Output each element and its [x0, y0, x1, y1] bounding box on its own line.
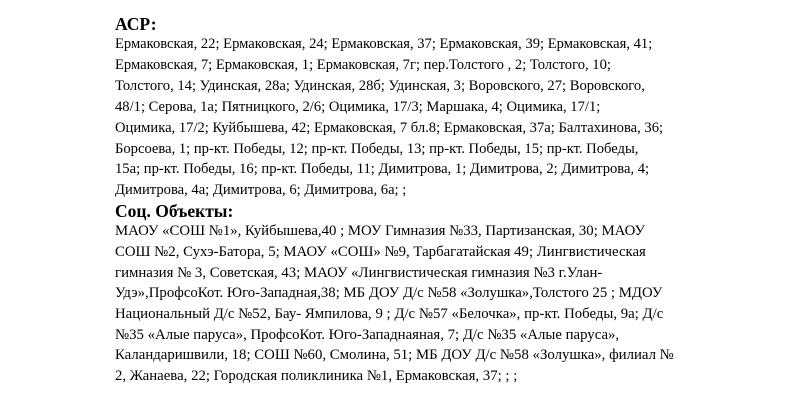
asr-line: Оцимика, 17/2; Куйбышева, 42; Ермаковская, 7 бл.8; Ермаковская, 37а; Балтахинова, 36;: [115, 119, 664, 136]
asr-line: 15а; пр-кт. Победы, 16; пр-кт. Победы, 11; Димитрова, 1; Димитрова, 2; Димитрова, 4;: [115, 161, 650, 178]
social-line: гимназия № 3, Советская, 43; МАОУ «Лингвистическая гимназия №3 г.Улан-: [115, 264, 603, 281]
asr-line: Толстого, 14; Удинская, 28а; Удинская, 28б; Удинская, 3; Воровского, 27; Воровского,: [115, 77, 645, 94]
social-line: Национальный Д/с №52, Бау- Ямпилова, 9 ; Д/с №57 «Белочка», пр-кт. Победы, 9а; Д/с: [115, 306, 664, 323]
social-line: Каландаришвили, 18; СОШ №60, Смолина, 51; МБ ДОУ Д/с №58 «Золушка», филиал №: [115, 347, 674, 364]
document-body: [115, 14, 675, 387]
asr-line: Ермаковская, 7; Ермаковская, 1; Ермаковская, 7г; пер.Толстого , 2; Толстого, 10;: [115, 56, 611, 73]
asr-heading: АСР:: [115, 14, 157, 34]
asr-line: Ермаковская, 22; Ермаковская, 24; Ермаковская, 37; Ермаковская, 39; Ермаковская, 41;: [115, 36, 653, 52]
social-line: СОШ №2, Сухэ-Батора, 5; МАОУ «СОШ» №9, Тарбагатайская 49; Лингвистическая: [115, 243, 646, 260]
social-line: Удэ»,ПрофсоКот. Юго-Западная,38; МБ ДОУ Д/с №58 «Золушка»,Толстого 25 ; МДОУ: [115, 285, 663, 302]
asr-line: 48/1; Серова, 1а; Пятницкого, 2/6; Оцимика, 17/3; Маршака, 4; Оцимика, 17/1;: [115, 98, 601, 115]
social-line: МАОУ «СОШ №1», Куйбышева,40 ; МОУ Гимназия №33, Партизанская, 30; МАОУ: [115, 223, 645, 240]
social-objects-list: [115, 221, 675, 387]
asr-address-list: [115, 34, 675, 201]
social-line: 2, Жанаева, 22; Городская поликлиника №1, Ермаковская, 37; ; ;: [115, 368, 518, 385]
asr-line: Борсоева, 1; пр-кт. Победы, 12; пр-кт. Победы, 13; пр-кт. Победы, 15; пр-кт. Победы,: [115, 140, 639, 157]
social-objects-heading: Соц. Объекты:: [115, 201, 234, 222]
social-line: №35 «Алые паруса», ПрофсоКот. Юго-Западнаяная, 7; Д/с №35 «Алые паруса»,: [115, 326, 620, 343]
asr-line: Димитрова, 4а; Димитрова, 6; Димитрова, 6а; ;: [115, 182, 407, 199]
